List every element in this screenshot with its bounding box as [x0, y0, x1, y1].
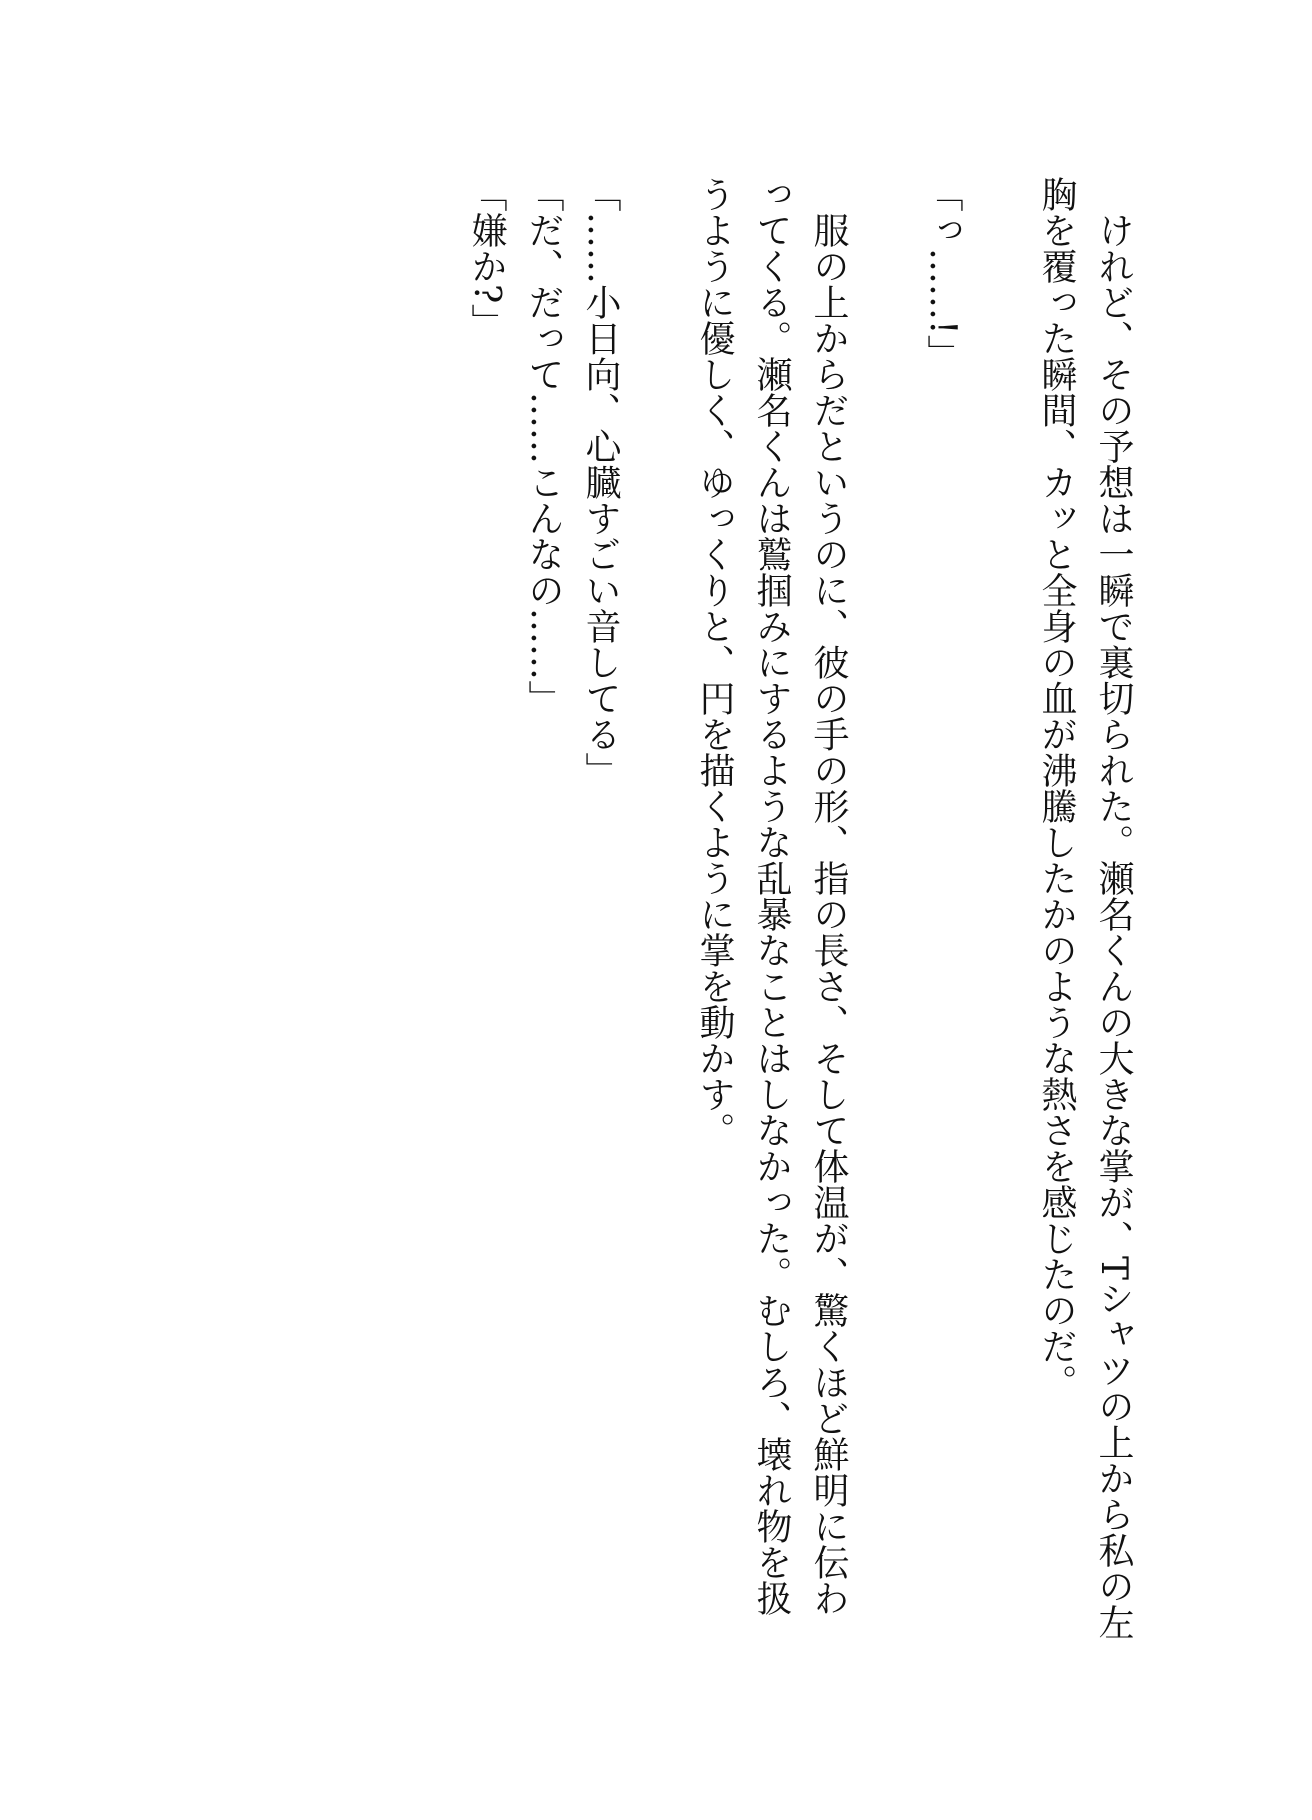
dialogue-line-2: 「……小日向、心臓すごい音してる」	[580, 176, 621, 788]
narration-paragraph-2: 服の上からだというのに、彼の手の形、指の長さ、そして体温が、驚くほど鮮明に伝わってくる。瀬名くんは鷲掴みにするような乱暴なことはしなかった。むしろ、壊れ物を扱うように優しく、ゆっくりと、円を描くように掌を動かす。	[694, 176, 849, 1616]
vertical-text-body	[458, 176, 1142, 1646]
dialogue-line-4: 「嫌か?」	[466, 176, 507, 340]
dialogue-line-1: 「っ……!」	[922, 176, 963, 371]
dialogue-line-3: 「だ、だって……こんなの……」	[523, 176, 564, 716]
paragraph-spacer	[857, 176, 914, 1646]
narration-paragraph-1: けれど、その予想は一瞬で裏切られた。瀬名くんの大きな掌が、Tシャツの上から私の左胸を覆った瞬間、カッと全身の血が沸騰したかのような熱さを感じたのだ。	[1036, 176, 1134, 1641]
paragraph-spacer	[971, 176, 1028, 1646]
paragraph-spacer	[629, 176, 686, 1646]
